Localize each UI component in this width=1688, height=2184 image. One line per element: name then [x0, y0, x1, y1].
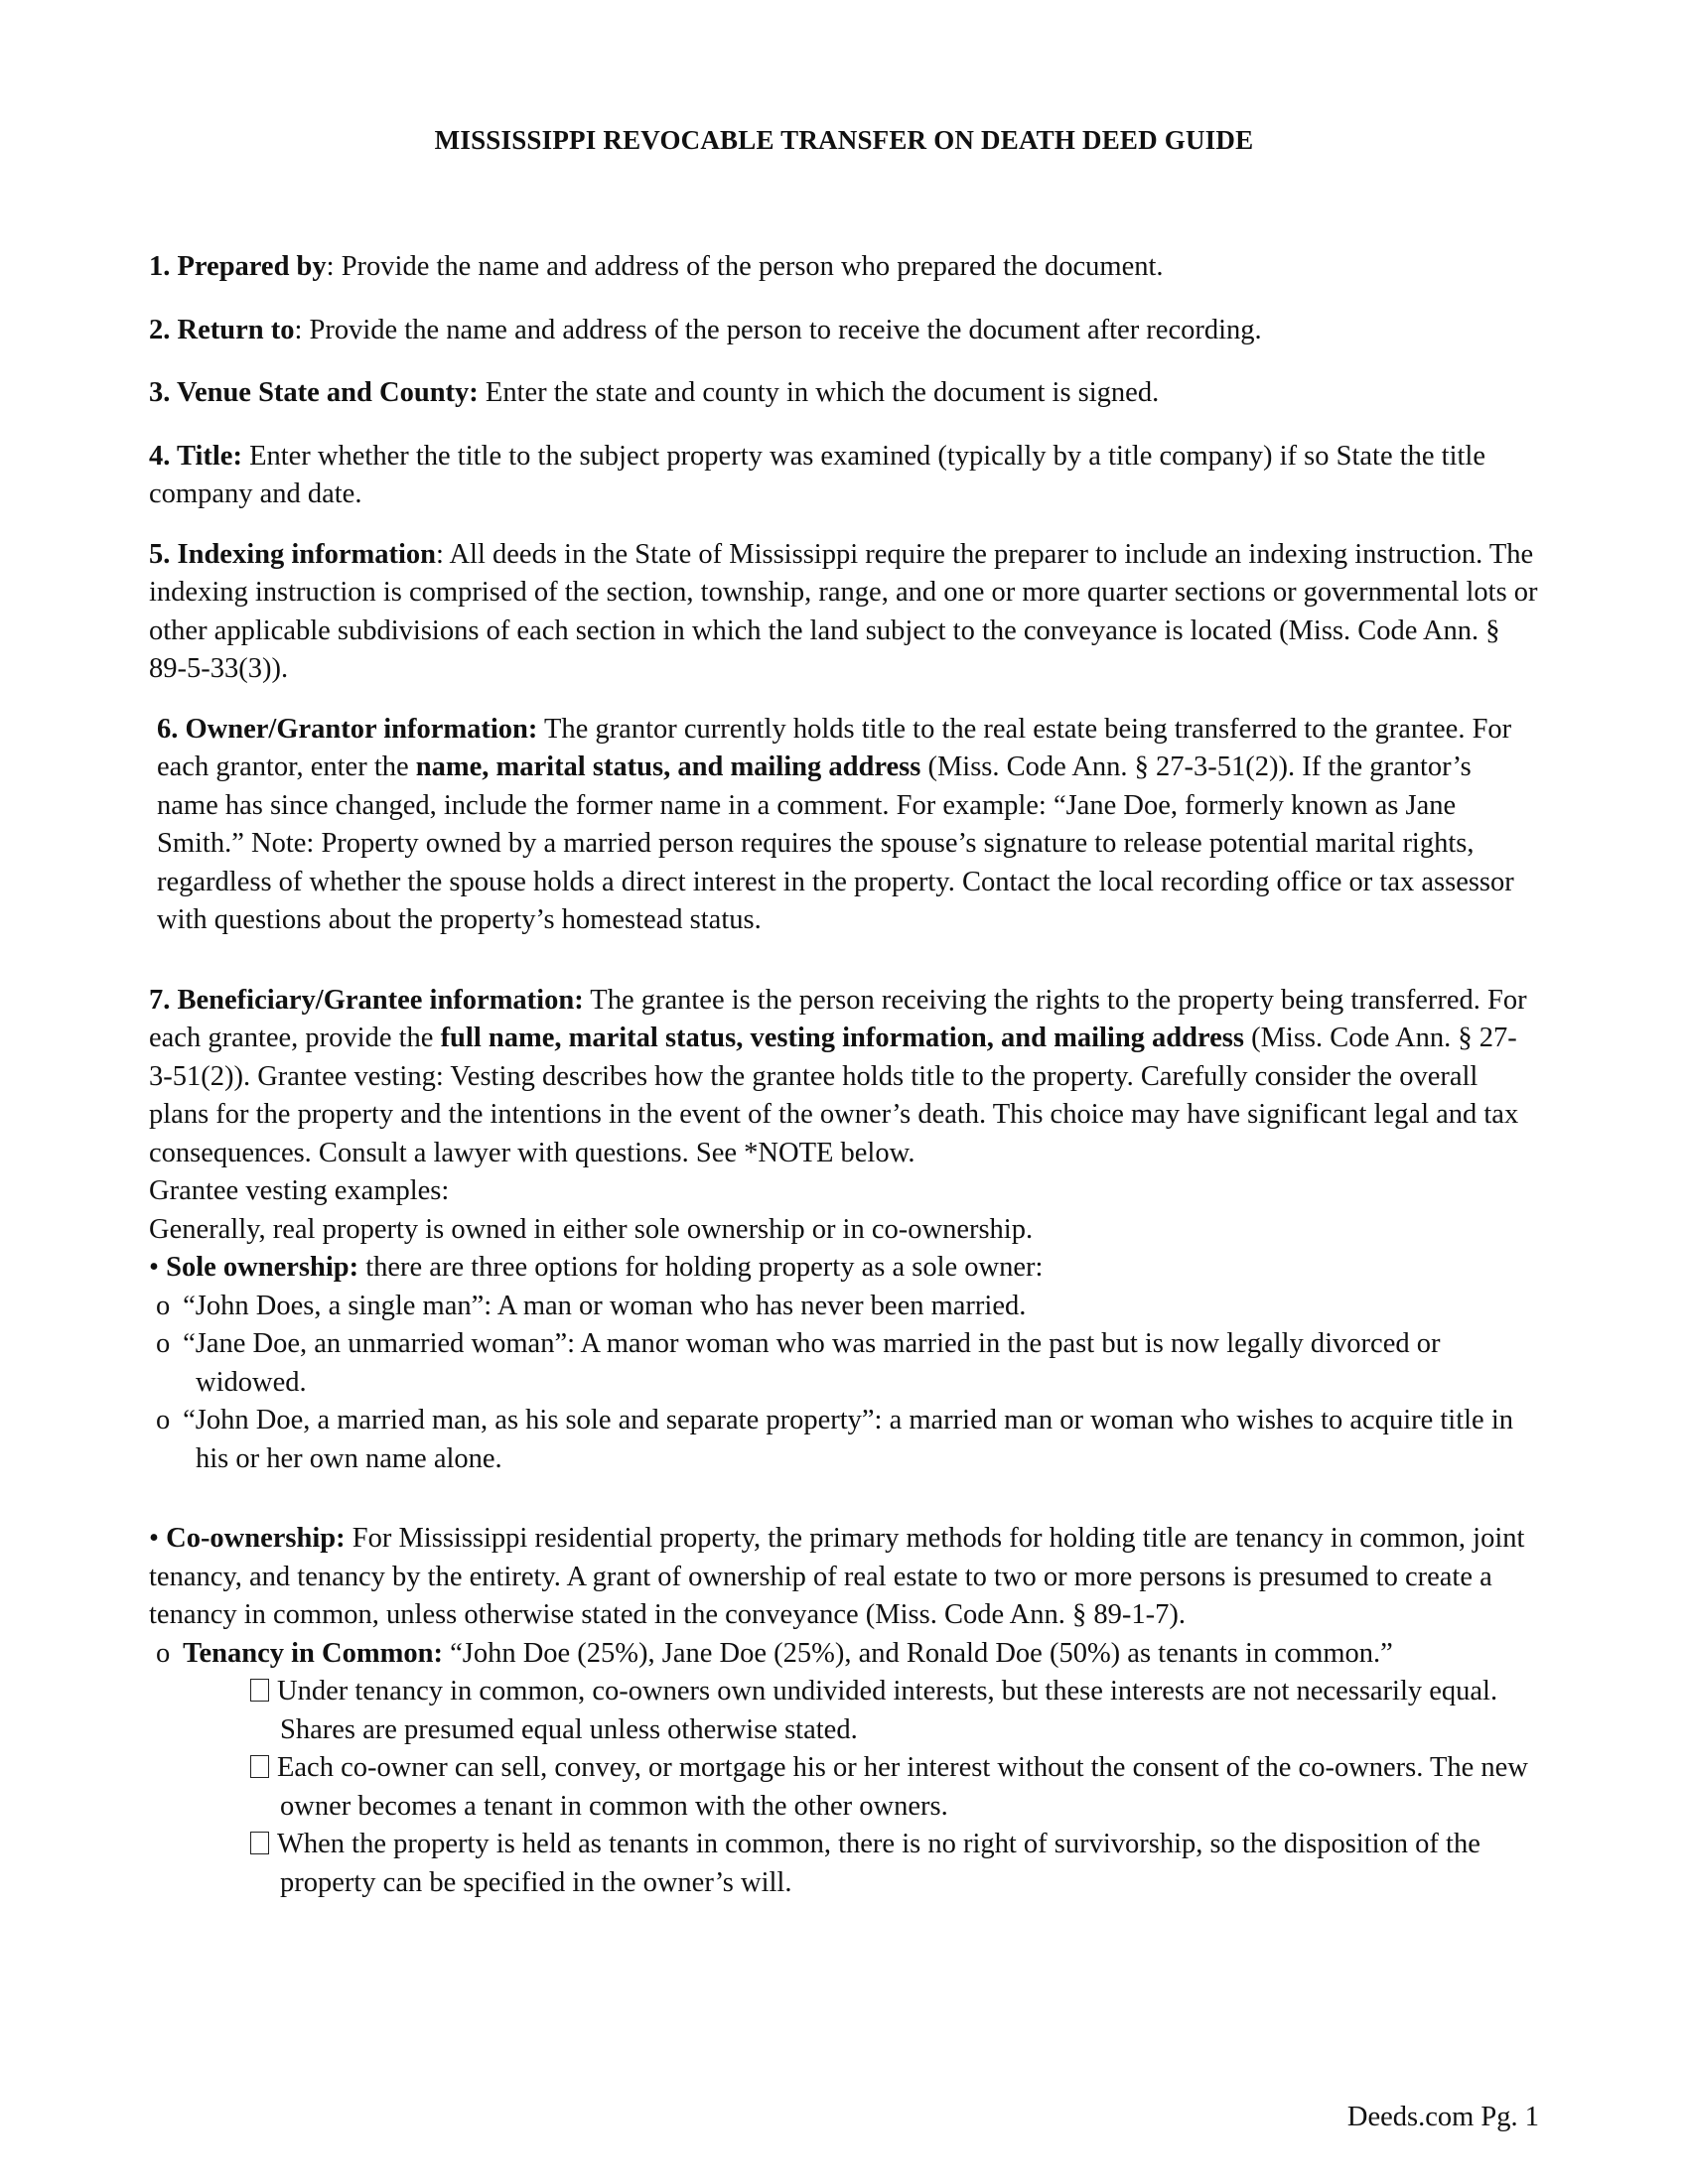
sole-option: o “John Doe, a married man, as his sole and separate property”: a married man or woman who wishes to acquire title in his or her own name alone. — [156, 1405, 1513, 1474]
item-prepared-by: 1. Prepared by: Provide the name and address of the person who prepared the document. — [149, 251, 1164, 282]
vesting-intro: Generally, real property is owned in either sole ownership or in co-ownership. — [149, 1213, 1034, 1245]
sole-option: o “Jane Doe, an unmarried woman”: A manor woman who was married in the past but is now legally divorced or widowed. — [156, 1328, 1441, 1398]
checkbox-glyph-icon — [250, 1679, 269, 1702]
tic-point: Under tenancy in common, co-owners own undivided interests, but these interests are not necessarily equal. Shares are presumed equal unless otherwise stated. — [149, 1673, 1539, 1749]
guide-body — [149, 248, 1539, 1902]
page-title: MISSISSIPPI REVOCABLE TRANSFER ON DEATH DEED GUIDE — [434, 125, 1254, 155]
checkbox-glyph-icon — [250, 1755, 269, 1778]
tenancy-in-common: o Tenancy in Common: “John Doe (25%), Jane Doe (25%), and Ronald Doe (50%) as tenants in common.” — [156, 1637, 1393, 1669]
item-title: 4. Title: Enter whether the title to the subject property was examined (typically by a title company) if so State the title company and date. — [149, 440, 1485, 509]
sole-option: o “John Does, a single man”: A man or woman who has never been married. — [156, 1290, 1027, 1321]
vesting-heading: Grantee vesting examples: — [149, 1175, 450, 1206]
item-venue: 3. Venue State and County: Enter the state and county in which the document is signed. — [149, 377, 1160, 408]
checkbox-glyph-icon — [250, 1832, 269, 1854]
page-footer: Deeds.com Pg. 1 — [1346, 2102, 1539, 2132]
sole-ownership: • Sole ownership: there are three options for holding property as a sole owner: — [149, 1252, 1044, 1283]
tic-point: Each co-owner can sell, convey, or mortgage his or her interest without the consent of the co-owners. The new owner becomes a tenant in common with the other owners. — [149, 1749, 1539, 1826]
item-beneficiary-grantee: 7. Beneficiary/Grantee information: The grantee is the person receiving the rights to the property being transferred. For each grantee, provide the full name, marital status, vesting information, and mailing address (Miss. Code Ann. § 27-3-51(2)). Grantee vesting: Vesting describes how the grantee holds title to the property. Carefully consider the overall plans for the property and the intentions in the event of the owner’s death. This choice may have significant legal and tax consequences. Consult a lawyer with questions. See *NOTE below. — [149, 984, 1527, 1168]
co-ownership: • Co-ownership: For Mississippi residential property, the primary methods for holding title are tenancy in common, joint tenancy, and tenancy by the entirety. A grant of ownership of real estate to two or more persons is presumed to create a tenancy in common, unless otherwise stated in the conveyance (Miss. Code Ann. § 89-1-7). — [149, 1523, 1525, 1630]
item-indexing: 5. Indexing information: All deeds in the State of Mississippi require the preparer to include an indexing instruction. The indexing instruction is comprised of the section, township, range, and one or more quarter sections or governmental lots or other applicable subdivisions of each section in which the land subject to the conveyance is located (Miss. Code Ann. § 89-5-33(3)). — [149, 538, 1538, 684]
item-owner-grantor: 6. Owner/Grantor information: The grantor currently holds title to the real estate being transferred to the grantee. For each grantor, enter the name, marital status, and mailing address (Miss. Code Ann. § 27-3-51(2)). If the grantor’s name has since changed, include the former name in a comment. For example: “Jane Doe, formerly known as Jane Smith.” Note: Property owned by a married person requires the spouse’s signature to release potential marital rights, regardless of whether the spouse holds a direct interest in the property. Contact the local recording office or tax assessor with questions about the property’s homestead status. — [157, 713, 1514, 935]
tic-point: When the property is held as tenants in common, there is no right of survivorship, so the disposition of the property can be specified in the owner’s will. — [149, 1826, 1539, 1902]
item-return-to: 2. Return to: Provide the name and address of the person to receive the document after recording. — [149, 314, 1262, 345]
